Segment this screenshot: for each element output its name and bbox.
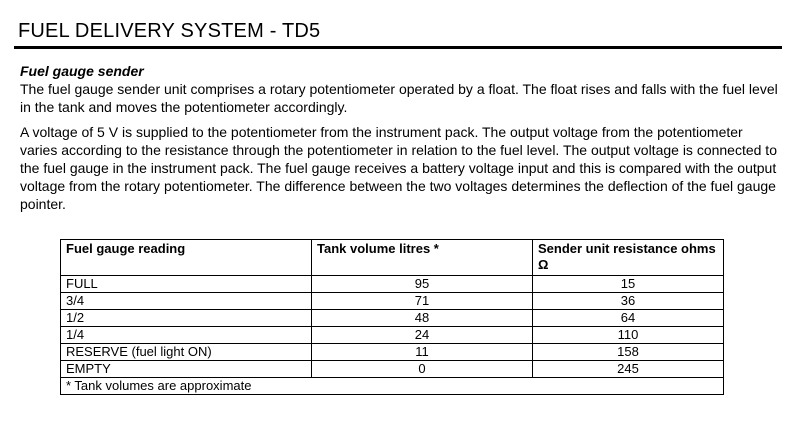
- column-header-volume: Tank volume litres *: [312, 240, 533, 276]
- cell-resistance: 245: [533, 361, 724, 378]
- header-rule: [14, 46, 782, 49]
- table-row: [61, 344, 724, 361]
- paragraph-intro: The fuel gauge sender unit comprises a rotary potentiometer operated by a float. The float rises and falls with the fuel level in the tank and moves the potentiometer accordingly.: [20, 81, 778, 115]
- cell-resistance: 15: [533, 276, 724, 293]
- table-row: [61, 327, 724, 344]
- page-title: FUEL DELIVERY SYSTEM - TD5: [18, 20, 321, 42]
- cell-resistance: 110: [533, 327, 724, 344]
- fuel-gauge-table: [60, 239, 724, 395]
- cell-reading: 1/2: [61, 310, 312, 327]
- cell-resistance: 158: [533, 344, 724, 361]
- table-row: [61, 276, 724, 293]
- column-header-resistance: Sender unit resistance ohms Ω: [533, 240, 724, 276]
- cell-volume: 95: [312, 276, 533, 293]
- cell-reading: RESERVE (fuel light ON): [61, 344, 312, 361]
- cell-reading: EMPTY: [61, 361, 312, 378]
- cell-volume: 71: [312, 293, 533, 310]
- table-row: [61, 361, 724, 378]
- paragraph-voltage: A voltage of 5 V is supplied to the potentiometer from the instrument pack. The output voltage from the potentiometer varies according to the resistance through the potentiometer in relation to the fuel level. The output voltage is connected to the fuel gauge in the instrument pack. The fuel gauge receives a battery voltage input and this is compared with the output voltage from the rotary potentiometer. The difference between the two voltages determines the deflection of the fuel gauge pointer.: [20, 124, 777, 212]
- cell-reading: 3/4: [61, 293, 312, 310]
- table-header-row: [61, 240, 724, 276]
- table-footnote: * Tank volumes are approximate: [61, 378, 724, 395]
- cell-volume: 11: [312, 344, 533, 361]
- section-title: Fuel gauge sender: [20, 63, 144, 79]
- cell-reading: 1/4: [61, 327, 312, 344]
- table-row: [61, 293, 724, 310]
- cell-reading: FULL: [61, 276, 312, 293]
- cell-resistance: 36: [533, 293, 724, 310]
- table-row: [61, 310, 724, 327]
- column-header-reading: Fuel gauge reading: [61, 240, 312, 276]
- table-footnote-row: [61, 378, 724, 395]
- cell-volume: 24: [312, 327, 533, 344]
- cell-volume: 48: [312, 310, 533, 327]
- cell-resistance: 64: [533, 310, 724, 327]
- cell-volume: 0: [312, 361, 533, 378]
